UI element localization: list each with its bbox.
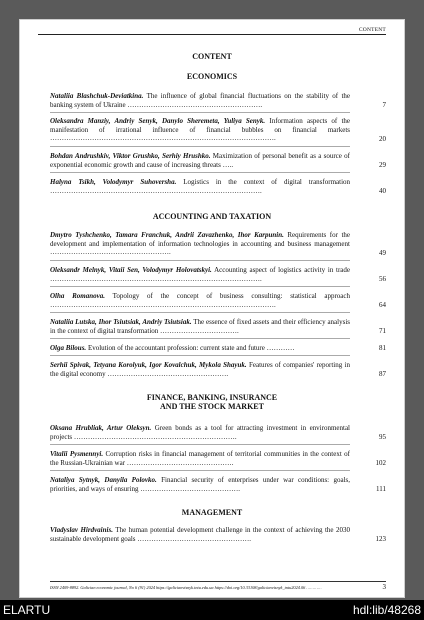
toc-entry[interactable]: Olha Romanova. Topology of the concept of business consulting: statistical approach ……………………………………………………………………………………. <box>50 292 351 309</box>
toc-page-number: 64 <box>379 301 386 309</box>
entry-divider <box>50 112 350 113</box>
toc-page-number: 29 <box>379 161 386 169</box>
entry-divider <box>50 172 350 173</box>
entry-divider <box>50 312 350 313</box>
toc-page-number: 95 <box>379 433 386 441</box>
toc-page-number: 102 <box>375 459 386 467</box>
toc-page-number: 49 <box>379 249 386 257</box>
toc-page-number: 20 <box>379 135 386 143</box>
page-number: 3 <box>382 583 386 591</box>
journal-footer: ISSN 2409-8892. Galician economic journal, No 6 (91) 2024 https://galicianvisnyk.tntu.edu.ua https://doi.org/10.33108/galicianvisnyk_tntu2024.06 ………… <box>50 585 322 590</box>
entry-divider <box>50 260 350 261</box>
document-page <box>20 20 404 597</box>
toc-page-number: 123 <box>375 535 386 543</box>
toc-entry[interactable]: Oksana Hrubliak, Artur Oleksyn. Green bonds as a tool for attracting investment in environmental projects ……………………………………………………………. <box>50 424 351 441</box>
toc-entry[interactable]: Dmytro Tyshchenko, Tamara Franchuk, Andrii Zavazhenko, Ihor Karpunin. Requirements for the development and implementation of information technologies in accounting and business management ……………………………………………. <box>50 231 351 257</box>
repository-name: ELARTU <box>3 603 51 617</box>
toc-page-number: 87 <box>379 370 386 378</box>
toc-page-number: 7 <box>382 101 386 109</box>
entry-divider <box>50 444 350 445</box>
toc-page-number: 40 <box>379 187 386 195</box>
toc-entry[interactable]: Oleksandra Manziy, Andriy Senyk, Danylo Sheremeta, Yuliya Senyk. Information aspects of the manifestation of irrational influence of financial bubbles on financial markets ……………………………………………………………………………………. <box>50 117 351 143</box>
section-title-finance: FINANCE, BANKING, INSURANCE AND THE STOCK MARKET <box>146 393 278 411</box>
entry-divider <box>50 338 350 339</box>
repository-bar <box>0 600 424 620</box>
toc-entry[interactable]: Halyna Tsikh, Volodymyr Suhoversha. Logistics in the context of digital transformation ………………………………………………………………………………. <box>50 178 351 195</box>
section-title-accounting: ACCOUNTING AND TAXATION <box>152 212 272 221</box>
entry-divider <box>50 146 350 147</box>
toc-page-number: 71 <box>379 327 386 335</box>
entry-divider <box>50 355 350 356</box>
entry-divider <box>50 286 350 287</box>
handle-id[interactable]: hdl:lib/48268 <box>352 603 421 617</box>
toc-entry[interactable]: Nataliya Sytnyk, Danyila Polovko. Financial security of enterprises under war conditions: goals, priorities, and ways of ensuring ……………………………………. <box>50 476 350 493</box>
page-heading: CONTENT <box>192 52 232 61</box>
toc-entry[interactable]: Vladyslav Hirdvainis. The human potential development challenge in the context of achieving the 2030 sustainable development goals …………………………………………. <box>50 526 351 543</box>
header-rule <box>38 34 386 35</box>
footer-rule <box>50 581 386 582</box>
section-title-management: MANAGEMENT <box>181 508 243 517</box>
entry-divider <box>50 470 350 471</box>
toc-entry[interactable]: Bohdan Andrushkiv, Viktor Grushko, Serhiy Hrushko. Maximization of personal benefit as a source of exponential economic growth and cause of increasing threats ….. <box>50 152 350 169</box>
toc-page-number: 56 <box>379 275 386 283</box>
toc-entry[interactable]: Nataliia Blashchuk-Deviatkina. The influence of global financial fluctuations on the stability of the banking system of Ukraine …………………………………………………. <box>50 92 351 109</box>
toc-entry[interactable]: Nataliia Lutska, Ihor Tsiutsiak, Andriy Tsiutsiak. The essence of fixed assets and their efficiency analysis in the context of digital transformation ……………………………. <box>50 318 350 335</box>
running-head: CONTENT <box>358 27 386 33</box>
toc-page-number: 81 <box>379 344 386 352</box>
toc-entry[interactable]: Vitalii Pysmennyi. Corruption risks in financial management of territorial communities in the context of the Russian-Ukrainian war ………………………………………. <box>50 450 350 467</box>
toc-entry[interactable]: Olga Bilous. Evolution of the accountant profession: current state and future ………… <box>50 344 295 352</box>
toc-entry[interactable]: Serhii Spivak, Tetyana Korolyuk, Igor Kovalchuk, Mykola Shayuk. Features of companies' reporting in the digital economy ……………………………………………. <box>50 361 350 378</box>
toc-page-number: 111 <box>376 485 386 493</box>
section-title-economics: ECONOMICS <box>186 72 238 81</box>
toc-entry[interactable]: Oleksandr Melnyk, Vitaii Sen, Volodymyr Holovatskyi. Accounting aspect of logistics activity in trade ………………………………………………………………………………. <box>50 266 350 283</box>
